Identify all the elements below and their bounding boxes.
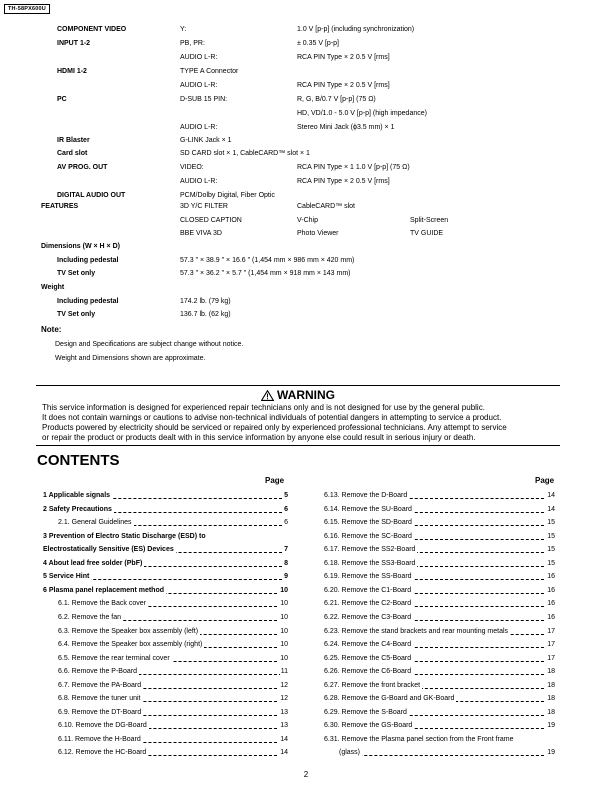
toc-entry-title: 2.1. General Guidelines [58,519,132,527]
spec-label: Card slot [57,150,88,157]
toc-entry-title: 6.20. Remove the C1-Board [324,586,412,594]
spec-field: PCM/Dolby Digital, Fiber Optic [180,192,275,199]
toc-entry[interactable] [58,736,288,746]
spec-value: RCA PIN Type × 2 0.5 V [rms] [297,54,390,61]
spec-value: RCA PIN Type × 1 1.0 V [p-p] (75 Ω) [297,164,410,171]
toc-entry-title: 6.26. Remove the C6-Board [324,668,412,676]
toc-entry-page: 15 [547,559,555,567]
measure-label: TV Set only [57,311,96,318]
toc-entry-title: 6.5. Remove the rear terminal cover [58,654,170,662]
toc-entry[interactable] [324,736,555,746]
toc-entry-page: 7 [284,546,288,554]
page-header-right: Page [535,476,555,485]
toc-entry-title: 6.7. Remove the PA-Board [58,681,142,689]
toc-entry[interactable] [58,628,288,638]
toc-entry[interactable] [58,600,288,610]
spec-value: ± 0.35 V [p-p] [297,40,339,47]
spec-field: AUDIO L-R: [180,82,218,89]
spec-row [0,192,612,202]
toc-entry-page: 17 [547,641,555,649]
toc-entry[interactable] [324,573,555,583]
toc-entry[interactable] [324,709,555,719]
toc-entry[interactable] [58,682,288,692]
spec-row [0,68,612,78]
spec-field: Y: [180,26,187,33]
measure-label: Including pedestal [57,257,119,264]
toc-entry-title: 6.19. Remove the SS-Board [324,573,412,581]
spec-row [0,150,612,160]
measure-row [0,311,612,321]
spec-row [0,26,612,36]
toc-entry-title: 6.13. Remove the D-Board [324,492,408,499]
toc-entry-page: 6 [284,505,288,513]
toc-entry-page: 17 [547,627,555,635]
measure-row [0,270,612,280]
contents-title: CONTENTS [37,452,120,469]
toc-entry-title: (glass) [339,749,361,757]
toc-entry-title: 6.27. Remove the front bracket [324,681,421,689]
section-label: Weight [41,284,65,291]
toc-entry[interactable] [324,695,555,705]
toc-entry-title: 6.8. Remove the tuner unit [58,695,141,703]
feature-item: V-Chip [297,217,319,224]
spec-field: TYPE A Connector [180,68,239,75]
toc-entry[interactable] [324,587,555,597]
toc-entry[interactable] [324,682,555,692]
feature-row [0,230,612,240]
toc-entry-page: 9 [284,573,288,581]
toc-entry[interactable] [58,519,288,529]
section-heading [0,243,612,253]
spec-row [0,96,612,106]
toc-entry[interactable] [43,560,288,570]
toc-entry-title: Electrostatically Sensitive (ES) Devices [43,546,174,554]
note-line: Weight and Dimensions shown are approximate. [55,355,206,362]
toc-entry-page: 13 [280,708,288,716]
feature-item: Split-Screen [410,217,449,224]
spec-label: PC [57,96,67,103]
spec-row [0,137,612,147]
toc-entry-page: 6 [284,519,288,527]
spec-row [0,124,612,134]
toc-entry[interactable] [58,614,288,624]
toc-entry-title: 6.11. Remove the H-Board [58,735,141,743]
spec-row [0,110,612,120]
feature-row [0,217,612,227]
toc-entry-title: 6.22. Remove the C3-Board [324,613,412,621]
warning-heading [36,388,560,402]
toc-entry-page: 18 [547,668,555,676]
toc-entry-page: 16 [547,573,555,581]
toc-entry-title: 6 Plasma panel replacement method [43,586,164,594]
spec-label: COMPONENT VIDEO [57,26,127,33]
toc-entry-page: 15 [547,546,555,554]
spec-field: AUDIO L-R: [180,54,218,61]
feature-row [0,203,612,213]
warning-box [36,385,560,446]
toc-entry[interactable] [58,749,288,759]
note-title: Note: [41,325,62,334]
toc-entry[interactable] [324,506,555,516]
toc-entry-title: 6.12. Remove the HC-Board [58,749,147,757]
toc-entry-page: 10 [280,600,288,608]
toc-entry[interactable] [324,546,555,556]
toc-entry[interactable] [43,492,288,502]
toc-entry[interactable] [339,749,555,759]
spec-value: R, G, B/0.7 V [p-p] (75 Ω) [297,96,376,103]
toc-entry[interactable] [43,587,288,597]
toc-entry-page: 10 [280,641,288,649]
spec-row [0,82,612,92]
feature-item: TV GUIDE [410,230,444,237]
warning-triangle-icon [261,390,274,401]
section-heading [0,284,612,294]
toc-entry[interactable] [58,668,288,678]
toc-entry[interactable] [324,655,555,665]
toc-entry-page: 18 [547,695,555,703]
toc-entry-page: 12 [280,681,288,689]
feature-item: Photo Viewer [297,230,339,237]
toc-entry-page: 15 [547,532,555,540]
measure-row [0,257,612,267]
toc-entry[interactable] [324,722,555,732]
measure-value: 136.7 lb. (62 kg) [180,311,231,318]
measure-value: 174.2 lb. (79 kg) [180,298,231,305]
toc-entry[interactable] [58,709,288,719]
toc-entry-page: 19 [547,722,555,730]
feature-item: 3D Y/C FILTER [180,203,228,210]
toc-entry[interactable] [43,506,288,516]
toc-entry-page: 14 [547,492,555,499]
toc-entry[interactable] [43,546,288,556]
toc-entry-page: 8 [284,559,288,567]
spec-row [0,164,612,174]
toc-entry-page: 10 [280,654,288,662]
feature-item: CableCARD™ slot [297,203,355,210]
toc-entry-page: 16 [547,600,555,608]
toc-leader [339,755,549,756]
toc-entry-title: 6.23. Remove the stand brackets and rear mounting metals [324,627,509,635]
toc-entry-title: 6.9. Remove the DT-Board [58,708,142,716]
toc-entry-title: 6.16. Remove the SC-Board [324,532,412,540]
toc-entry-title: 1 Applicable signals [43,492,111,499]
spec-field: AUDIO L-R: [180,124,218,131]
spec-value: RCA PIN Type × 2 0.5 V [rms] [297,82,390,89]
toc-entry-page: 16 [547,613,555,621]
spec-field: PB, PR: [180,40,205,47]
spec-value: 1.0 V [p-p] (including synchronization) [297,26,415,33]
toc-entry-title: 6.24. Remove the C4-Board [324,641,412,649]
toc-entry-page: 12 [280,695,288,703]
toc-entry[interactable] [324,560,555,570]
toc-entry[interactable] [58,655,288,665]
toc-entry[interactable] [58,641,288,651]
toc-entry[interactable] [324,614,555,624]
toc-entry-title: 6.4. Remove the Speaker box assembly (right) [58,641,203,649]
toc-entry-page: 19 [547,749,555,757]
measure-value: 57.3 " × 38.9 " × 16.6 " (1,454 mm × 986 mm × 420 mm) [180,257,355,264]
spec-label: DIGITAL AUDIO OUT [57,192,126,199]
toc-entry-page: 14 [547,505,555,513]
toc-entry[interactable] [43,573,288,583]
spec-row [0,178,612,188]
toc-entry-title: 6.1. Remove the Back cover [58,600,146,608]
toc-entry-title: 6.2. Remove the fan [58,613,122,621]
feature-item: CLOSED CAPTION [180,217,242,224]
warning-line: This service information is designed for experienced repair technicians only and is not designed for use by the general public. [42,403,485,412]
toc-entry-title: 3 Prevention of Electro Static Discharge (ESD) to [43,532,206,540]
toc-entry-page: 13 [280,722,288,730]
spec-value: HD, VD/1.0 - 5.0 V [p-p] (high impedance) [297,110,427,117]
toc-entry-title: 6.21. Remove the C2-Board [324,600,412,608]
toc-entry-title: 6.15. Remove the SD-Board [324,519,412,527]
toc-entry-title: 6.31. Remove the Plasma panel section from the Front frame [324,735,514,743]
spec-row [0,40,612,50]
measure-value: 57.3 " × 36.2 " × 5.7 " (1,454 mm × 918 mm × 143 mm) [180,270,351,277]
feature-item: BBE VIVA 3D [180,230,222,237]
toc-entry-title: 6.18. Remove the SS3-Board [324,559,416,567]
spec-field: VIDEO: [180,164,204,171]
measure-label: Including pedestal [57,298,119,305]
toc-entry-page: 18 [547,708,555,716]
spec-field: D-SUB 15 PIN: [180,96,228,103]
page-header-left: Page [265,476,285,485]
spec-label: HDMI 1-2 [57,68,87,75]
toc-entry-title: 6.3. Remove the Speaker box assembly (left) [58,627,199,635]
model-tag: TH-58PX600U [4,4,50,14]
toc-entry[interactable] [58,695,288,705]
spec-value: Stereo Mini Jack (ϕ3.5 mm) × 1 [297,124,395,131]
toc-entry[interactable] [324,628,555,638]
toc-entry-title: 6.29. Remove the S-Board [324,708,407,716]
spec-field: AUDIO L-R: [180,178,218,185]
toc-entry-title: 4 About lead free solder (PbF) [43,559,143,567]
toc-entry-page: 14 [280,749,288,757]
spec-label: INPUT 1-2 [57,40,91,47]
measure-row [0,298,612,308]
toc-entry-page: 10 [280,586,288,594]
section-label: Dimensions (W × H × D) [41,243,120,250]
toc-entry-page: 10 [280,627,288,635]
toc-entry-title: 6.30. Remove the GS-Board [324,722,413,730]
toc-entry-title: 6.28. Remove the G-Board and GK-Board [324,695,455,703]
toc-entry-title: 5 Service Hint [43,573,90,581]
warning-line: It does not contain warnings or cautions to advise non-technical individuals of potential dangers in attempting to service a product. [42,413,502,422]
page-number: 2 [303,770,309,779]
toc-entry-page: 17 [547,654,555,662]
toc-entry-title: 6.6. Remove the P-Board [58,668,137,676]
toc-entry-page: 16 [547,586,555,594]
spec-field: SD CARD slot × 1, CableCARD™ slot × 1 [180,150,310,157]
toc-entry-title: 6.14. Remove the SU-Board [324,505,412,513]
toc-entry[interactable] [324,600,555,610]
toc-entry-page: 10 [280,613,288,621]
spec-label: AV PROG. OUT [57,164,108,171]
toc-entry[interactable] [324,492,555,502]
toc-entry[interactable] [324,519,555,529]
toc-entry[interactable] [324,641,555,651]
warning-text [42,403,558,443]
toc-entry-title: 6.17. Remove the SS2-Board [324,546,416,554]
warning-line: or repair the product or products dealt with in this service information by anyone else could result in serious injury or death. [42,433,476,442]
toc-entry-page: 5 [284,492,288,499]
toc-entry-title: 6.10. Remove the DG-Board [58,722,147,730]
toc-entry-page: 11 [280,668,288,676]
toc-entry-page: 15 [547,519,555,527]
toc-entry[interactable] [43,533,288,543]
spec-value: RCA PIN Type × 2 0.5 V [rms] [297,178,390,185]
toc-entry[interactable] [324,533,555,543]
measure-label: TV Set only [57,270,96,277]
toc-entry-page: 14 [280,735,288,743]
note-line: Design and Specifications are subject change without notice. [55,341,244,348]
toc-entry[interactable] [58,722,288,732]
spec-label: IR Blaster [57,137,90,144]
toc-entry-title: 6.25. Remove the C5-Board [324,654,412,662]
toc-entry-page: 18 [547,681,555,689]
warning-title: WARNING [277,388,335,402]
toc-entry[interactable] [324,668,555,678]
warning-line: Products powered by electricity should be serviced or repaired only by experienced professional technicians. Any attempt to service [42,423,507,432]
spec-field: G-LINK Jack × 1 [180,137,232,144]
toc-entry-title: 2 Safety Precautions [43,505,112,513]
spec-row [0,54,612,64]
features-heading: FEATURES [41,203,79,210]
